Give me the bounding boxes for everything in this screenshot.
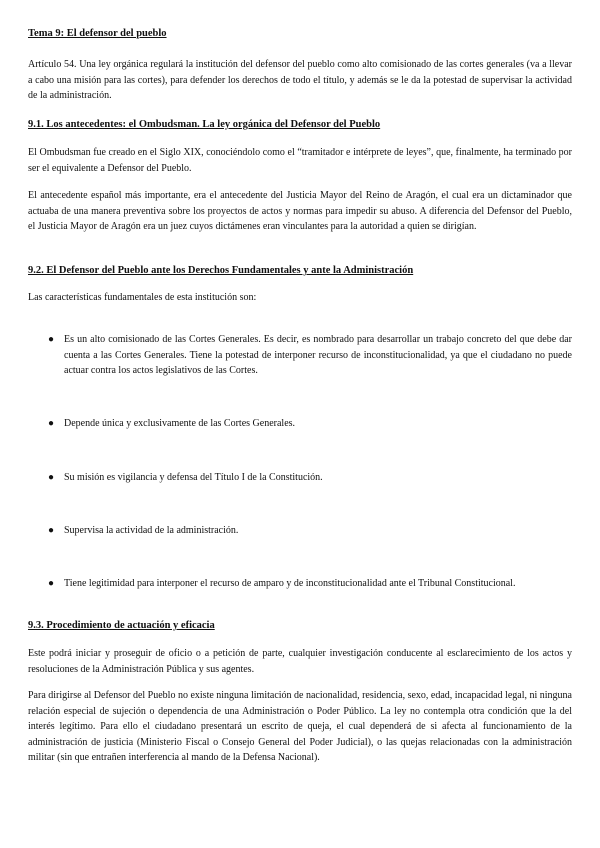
bullet-text: Supervisa la actividad de la administración.: [64, 525, 239, 536]
section-2-lead: Las características fundamentales de esta institución son:: [28, 292, 257, 303]
section-1-paragraph-1: El Ombudsman fue creado en el Siglo XIX, conociéndolo como el “tramitador e intérprete de leyes”, que, finalmente, ha terminado por ser el equivalente a Defensor del Pueblo.: [28, 147, 572, 174]
bullet-text: Depende única y exclusivamente de las Cortes Generales.: [64, 418, 296, 429]
bullet-item: [48, 416, 572, 432]
document-title: Tema 9: El defensor del pueblo: [28, 28, 167, 39]
bullet-icon: ●: [48, 472, 55, 483]
bullet-icon: ●: [48, 334, 55, 345]
section-2-heading: 9.2. El Defensor del Pueblo ante los Derechos Fundamentales y ante la Administración: [28, 265, 414, 276]
bullet-icon: ●: [48, 578, 55, 589]
section-1-paragraph-2: El antecedente español más importante, era el antecedente del Justicia Mayor del Reino de Aragón, el cual era un dictaminador que actuaba de una manera preventiva sobre los proyectos de actos y normas para impedir su abuso. A diferencia del Defensor del Pueblo, el Justicia Mayor de Aragón era un juez cuyos dictámenes eran vinculantes para la autoridad a quien se dirigían.: [28, 190, 572, 232]
intro-paragraph: Artículo 54. Una ley orgánica regulará la institución del defensor del pueblo como alto comisionado de las cortes generales (va a llevar a cabo una misión para las cortes), para defender los derechos de todo el título, y además se le da la potestad de supervisar la actividad de la administración.: [28, 59, 572, 101]
bullet-item: [48, 332, 572, 379]
bullet-icon: ●: [48, 418, 55, 429]
bullet-item: [48, 523, 572, 539]
bullet-item: [48, 470, 572, 486]
section-3-paragraph-2: Para dirigirse al Defensor del Pueblo no existe ninguna limitación de nacionalidad, residencia, sexo, edad, incapacidad legal, ni ninguna relación especial de sujeción o dependencia de una Administración o Poder Público. La ley no contempla otra condición que la del interés legítimo. Para ello el ciudadano presentará un escrito de queja, el cual dependerá de si afecta al funcionamiento de la administración de justicia (Ministerio Fiscal o Consejo General del Poder Judicial), o las quejas relacionadas con la administración militar (sin que entrañen interferencia al mando de la Defensa Nacional).: [28, 690, 572, 763]
section-3-heading: 9.3. Procedimiento de actuación y eficacia: [28, 620, 215, 631]
bullet-text: Su misión es vigilancia y defensa del Título I de la Constitución.: [64, 472, 323, 483]
bullet-item: [48, 576, 572, 592]
section-3-paragraph-1: Este podrá iniciar y proseguir de oficio o a petición de parte, cualquier investigación conducente al esclarecimiento de los actos y resoluciones de la Administración Pública y sus agentes.: [28, 648, 572, 675]
bullet-text: Es un alto comisionado de las Cortes Generales. Es decir, es nombrado para desarrollar un trabajo concreto del que debe dar cuenta a las Cortes Generales. Tiene la potestad de interponer recurso de inconstitucionalidad, ya que el ciudadano no puede actuar contra los actos legislativos de las Cortes.: [64, 334, 572, 376]
section-1-heading: 9.1. Los antecedentes: el Ombudsman. La ley orgánica del Defensor del Pueblo: [28, 119, 381, 130]
bullet-text: Tiene legitimidad para interponer el recurso de amparo y de inconstitucionalidad ante el Tribunal Constitucional.: [64, 578, 516, 589]
bullet-icon: ●: [48, 525, 55, 536]
